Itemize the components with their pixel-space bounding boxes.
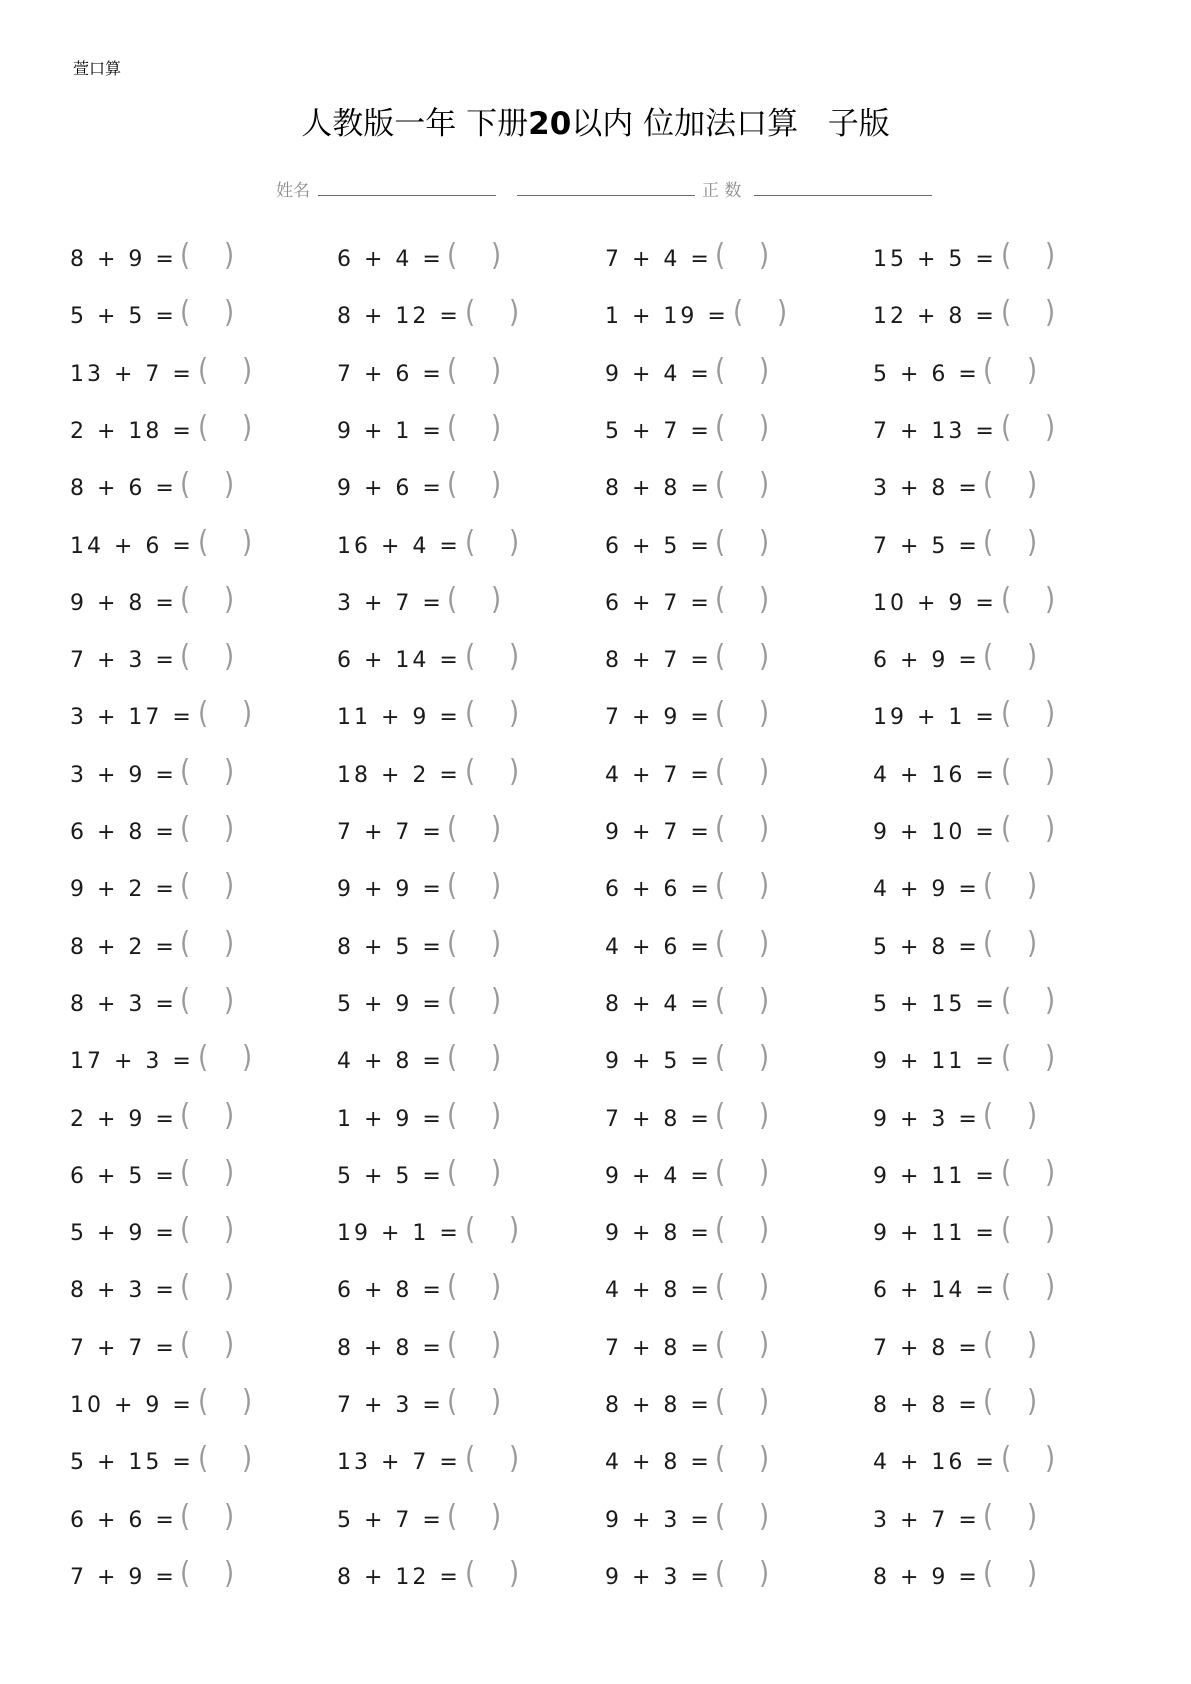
- problem-expression: 6 + 8 =: [70, 820, 177, 845]
- answer-paren-open[interactable]: (: [715, 926, 726, 961]
- answer-paren-open[interactable]: (: [180, 1270, 191, 1305]
- answer-paren-open[interactable]: (: [447, 1270, 458, 1305]
- answer-paren-close[interactable]: ): [224, 238, 235, 274]
- answer-paren-open[interactable]: (: [983, 869, 994, 904]
- problem-expression: 6 + 6 =: [70, 1507, 177, 1533]
- problem-expression: 9 + 11 =: [873, 1221, 997, 1247]
- problem-expression: 6 + 5 =: [605, 533, 712, 559]
- answer-paren-open[interactable]: (: [465, 296, 476, 331]
- problem-expression: 19 + 1 =: [873, 705, 997, 731]
- answer-paren-open[interactable]: (: [198, 1384, 209, 1420]
- answer-paren-close[interactable]: ): [242, 697, 253, 732]
- answer-paren-open[interactable]: (: [1001, 1212, 1012, 1248]
- answer-paren-close[interactable]: ): [1045, 983, 1056, 1019]
- answer-paren-close[interactable]: ): [759, 869, 770, 904]
- problem-expression: 9 + 2 =: [70, 877, 177, 903]
- problem-expression: 4 + 7 =: [605, 762, 712, 788]
- problem-expression: 7 + 3 =: [337, 1393, 444, 1418]
- problem-expression: 18 + 2 =: [337, 762, 461, 788]
- problem-expression: 8 + 2 =: [70, 934, 177, 960]
- answer-paren-open[interactable]: (: [715, 1270, 726, 1305]
- answer-paren-open[interactable]: (: [447, 1155, 458, 1191]
- answer-paren-close[interactable]: ): [759, 639, 770, 675]
- answer-paren-close[interactable]: ): [242, 353, 253, 388]
- answer-paren-open[interactable]: (: [1001, 1270, 1012, 1305]
- problem-expression: 6 + 14 =: [873, 1278, 997, 1304]
- answer-paren-close[interactable]: ): [1027, 1384, 1038, 1420]
- answer-paren-open[interactable]: (: [180, 1155, 191, 1191]
- problem-expression: 9 + 3 =: [605, 1507, 712, 1533]
- problem-expression: 9 + 4 =: [605, 1163, 712, 1189]
- problem-expression: 19 + 1 =: [337, 1221, 461, 1247]
- problem-expression: 6 + 5 =: [70, 1163, 177, 1189]
- problem-expression: 5 + 15 =: [873, 991, 997, 1017]
- problem-expression: 7 + 7 =: [337, 820, 444, 845]
- problem-expression: 14 + 6 =: [70, 533, 194, 559]
- answer-paren-open[interactable]: (: [983, 639, 994, 675]
- answer-paren-close[interactable]: ): [242, 1384, 253, 1420]
- answer-paren-open[interactable]: (: [198, 1442, 209, 1477]
- answer-paren-close[interactable]: ): [242, 1040, 253, 1076]
- answer-paren-open[interactable]: (: [715, 1442, 726, 1477]
- answer-paren-open[interactable]: (: [715, 582, 726, 618]
- answer-paren-open[interactable]: (: [465, 1556, 476, 1592]
- problem-expression: 4 + 8 =: [605, 1450, 712, 1476]
- answer-paren-open[interactable]: (: [715, 1327, 726, 1362]
- problem-expression: 7 + 8 =: [873, 1335, 980, 1361]
- answer-paren-open[interactable]: (: [180, 1212, 191, 1248]
- answer-paren-close[interactable]: ): [759, 1040, 770, 1076]
- answer-paren-close[interactable]: ): [1027, 639, 1038, 675]
- answer-paren-open[interactable]: (: [715, 467, 726, 503]
- answer-paren-close[interactable]: ): [224, 467, 235, 503]
- problem-expression: 9 + 3 =: [873, 1106, 980, 1132]
- answer-paren-close[interactable]: ): [509, 296, 520, 331]
- answer-paren-close[interactable]: ): [1045, 1212, 1056, 1248]
- problem-expression: 5 + 9 =: [70, 1221, 177, 1247]
- answer-paren-open[interactable]: (: [198, 697, 209, 732]
- answer-paren-close[interactable]: ): [509, 525, 520, 560]
- answer-paren-close[interactable]: ): [224, 639, 235, 675]
- problem-expression: 4 + 6 =: [605, 934, 712, 960]
- answer-paren-open[interactable]: (: [447, 983, 458, 1019]
- problem-expression: 7 + 7 =: [70, 1335, 177, 1361]
- problem-expression: 9 + 1 =: [337, 418, 444, 444]
- problem-expression: 3 + 17 =: [70, 705, 194, 731]
- answer-paren-close[interactable]: ): [242, 410, 253, 446]
- answer-paren-open[interactable]: (: [1001, 238, 1012, 274]
- problem-expression: 8 + 9 =: [873, 1564, 980, 1590]
- problem-expression: 7 + 8 =: [605, 1106, 712, 1132]
- answer-paren-open[interactable]: (: [198, 353, 209, 388]
- answer-paren-open[interactable]: (: [983, 1327, 994, 1362]
- answer-paren-open[interactable]: (: [180, 1327, 191, 1362]
- answer-paren-open[interactable]: (: [983, 525, 994, 560]
- problem-expression: 5 + 8 =: [873, 934, 980, 960]
- answer-paren-open[interactable]: (: [715, 1040, 726, 1076]
- answer-paren-close[interactable]: ): [224, 811, 235, 847]
- answer-paren-close[interactable]: ): [491, 926, 502, 961]
- answer-paren-close[interactable]: ): [1045, 697, 1056, 732]
- answer-paren-open[interactable]: (: [983, 1098, 994, 1133]
- answer-paren-open[interactable]: (: [715, 697, 726, 732]
- problem-expression: 2 + 9 =: [70, 1106, 177, 1132]
- answer-paren-close[interactable]: ): [759, 582, 770, 618]
- problem-expression: 9 + 10 =: [873, 820, 997, 845]
- answer-paren-close[interactable]: ): [491, 1384, 502, 1420]
- answer-paren-open[interactable]: (: [1001, 410, 1012, 446]
- problem-expression: 6 + 8 =: [337, 1278, 444, 1304]
- score-underline[interactable]: [754, 195, 932, 196]
- problem-expression: 1 + 19 =: [605, 304, 729, 330]
- answer-paren-close[interactable]: ): [1027, 1098, 1038, 1133]
- answer-paren-open[interactable]: (: [715, 1384, 726, 1420]
- answer-paren-open[interactable]: (: [715, 983, 726, 1019]
- problem-expression: 8 + 9 =: [70, 247, 177, 272]
- answer-paren-close[interactable]: ): [224, 1327, 235, 1362]
- problem-expression: 1 + 9 =: [337, 1106, 444, 1132]
- problem-expression: 7 + 5 =: [873, 533, 980, 559]
- answer-paren-open[interactable]: (: [715, 869, 726, 904]
- answer-paren-close[interactable]: ): [224, 1098, 235, 1133]
- answer-paren-close[interactable]: ): [1027, 353, 1038, 388]
- problem-expression: 9 + 11 =: [873, 1049, 997, 1075]
- problem-expression: 7 + 9 =: [70, 1564, 177, 1590]
- answer-paren-close[interactable]: ): [509, 1556, 520, 1592]
- answer-paren-open[interactable]: (: [1001, 697, 1012, 732]
- answer-paren-close[interactable]: ): [1027, 1327, 1038, 1362]
- problem-expression: 3 + 7 =: [337, 590, 444, 616]
- answer-paren-close[interactable]: ): [491, 983, 502, 1019]
- problem-expression: 8 + 8 =: [605, 1393, 712, 1418]
- answer-paren-close[interactable]: ): [1027, 926, 1038, 961]
- answer-paren-open[interactable]: (: [180, 467, 191, 503]
- answer-paren-open[interactable]: (: [198, 525, 209, 560]
- answer-paren-open[interactable]: (: [983, 926, 994, 961]
- info-row: [0, 176, 1191, 200]
- answer-paren-close[interactable]: ): [509, 639, 520, 675]
- problem-expression: 12 + 8 =: [873, 304, 997, 330]
- problem-expression: 13 + 7 =: [337, 1450, 461, 1476]
- answer-paren-open[interactable]: (: [715, 1499, 726, 1534]
- answer-paren-close[interactable]: ): [491, 1499, 502, 1534]
- title-part-1: 人教版一年 下册: [301, 106, 529, 142]
- answer-paren-close[interactable]: ): [759, 926, 770, 961]
- answer-paren-close[interactable]: ): [1027, 1499, 1038, 1534]
- answer-paren-open[interactable]: (: [180, 1556, 191, 1592]
- answer-paren-close[interactable]: ): [1045, 582, 1056, 618]
- answer-paren-close[interactable]: ): [509, 697, 520, 732]
- answer-paren-open[interactable]: (: [180, 926, 191, 961]
- answer-paren-close[interactable]: ): [1045, 754, 1056, 789]
- problem-expression: 4 + 8 =: [337, 1049, 444, 1075]
- answer-paren-open[interactable]: (: [983, 353, 994, 388]
- answer-paren-close[interactable]: ): [1027, 1556, 1038, 1592]
- answer-paren-open[interactable]: (: [447, 467, 458, 503]
- answer-paren-close[interactable]: ): [759, 467, 770, 503]
- problem-expression: 16 + 4 =: [337, 533, 461, 559]
- title-number: 20: [528, 106, 572, 142]
- problem-expression: 7 + 6 =: [337, 361, 444, 387]
- answer-paren-close[interactable]: ): [491, 1327, 502, 1362]
- answer-paren-open[interactable]: (: [715, 1556, 726, 1592]
- answer-paren-close[interactable]: ): [224, 926, 235, 961]
- problem-expression: 13 + 7 =: [70, 361, 194, 387]
- answer-paren-close[interactable]: ): [491, 1040, 502, 1076]
- answer-paren-open[interactable]: (: [1001, 582, 1012, 618]
- answer-paren-close[interactable]: ): [1027, 869, 1038, 904]
- answer-paren-open[interactable]: (: [715, 1212, 726, 1248]
- answer-paren-close[interactable]: ): [509, 1442, 520, 1477]
- problem-expression: 8 + 5 =: [337, 934, 444, 960]
- problem-expression: 9 + 7 =: [605, 820, 712, 845]
- answer-paren-open[interactable]: (: [1001, 754, 1012, 789]
- answer-paren-close[interactable]: ): [759, 1212, 770, 1248]
- score-label: 正 数: [702, 181, 742, 201]
- answer-paren-close[interactable]: ): [491, 582, 502, 618]
- answer-paren-open[interactable]: (: [983, 467, 994, 503]
- answer-paren-close[interactable]: ): [491, 353, 502, 388]
- problem-expression: 8 + 8 =: [605, 476, 712, 502]
- answer-paren-close[interactable]: ): [1045, 811, 1056, 847]
- problem-expression: 5 + 7 =: [605, 418, 712, 444]
- answer-paren-close[interactable]: ): [224, 754, 235, 789]
- answer-paren-close[interactable]: ): [1045, 1040, 1056, 1076]
- answer-paren-open[interactable]: (: [465, 525, 476, 560]
- problem-expression: 6 + 14 =: [337, 648, 461, 674]
- problem-expression: 5 + 7 =: [337, 1507, 444, 1533]
- answer-paren-open[interactable]: (: [715, 1155, 726, 1191]
- answer-paren-close[interactable]: ): [759, 353, 770, 388]
- answer-paren-open[interactable]: (: [715, 811, 726, 847]
- answer-paren-open[interactable]: (: [1001, 1442, 1012, 1477]
- problem-expression: 8 + 3 =: [70, 1278, 177, 1304]
- answer-paren-open[interactable]: (: [1001, 811, 1012, 847]
- answer-paren-close[interactable]: ): [242, 525, 253, 560]
- answer-paren-open[interactable]: (: [447, 1384, 458, 1420]
- problem-expression: 7 + 3 =: [70, 648, 177, 674]
- problem-expression: 7 + 4 =: [605, 247, 712, 272]
- answer-paren-open[interactable]: (: [715, 754, 726, 789]
- problem-expression: 9 + 5 =: [605, 1049, 712, 1075]
- answer-paren-close[interactable]: ): [491, 1155, 502, 1191]
- answer-paren-close[interactable]: ): [509, 1212, 520, 1248]
- problem-expression: 10 + 9 =: [70, 1393, 194, 1418]
- answer-paren-open[interactable]: (: [465, 639, 476, 675]
- answer-paren-open[interactable]: (: [180, 811, 191, 847]
- answer-paren-close[interactable]: ): [1045, 1270, 1056, 1305]
- answer-paren-close[interactable]: ): [759, 1556, 770, 1592]
- answer-paren-open[interactable]: (: [180, 296, 191, 331]
- answer-paren-close[interactable]: ): [224, 1212, 235, 1248]
- name-underline[interactable]: [318, 195, 496, 196]
- problem-expression: 6 + 4 =: [337, 247, 444, 272]
- answer-paren-open[interactable]: (: [1001, 1040, 1012, 1076]
- answer-paren-close[interactable]: ): [224, 983, 235, 1019]
- problem-expression: 8 + 6 =: [70, 476, 177, 502]
- problem-expression: 6 + 7 =: [605, 590, 712, 616]
- answer-paren-open[interactable]: (: [447, 1098, 458, 1133]
- problem-expression: 4 + 16 =: [873, 1450, 997, 1476]
- problem-expression: 9 + 11 =: [873, 1163, 997, 1189]
- answer-paren-open[interactable]: (: [447, 353, 458, 388]
- answer-paren-open[interactable]: (: [180, 1499, 191, 1534]
- answer-paren-close[interactable]: ): [491, 467, 502, 503]
- problem-expression: 3 + 9 =: [70, 762, 177, 788]
- answer-paren-open[interactable]: (: [715, 238, 726, 274]
- answer-paren-close[interactable]: ): [759, 1270, 770, 1305]
- answer-paren-open[interactable]: (: [198, 1040, 209, 1076]
- corner-label: 萱口算: [73, 59, 122, 78]
- answer-paren-close[interactable]: ): [759, 983, 770, 1019]
- answer-paren-close[interactable]: ): [759, 697, 770, 732]
- answer-paren-open[interactable]: (: [715, 525, 726, 560]
- problem-expression: 3 + 8 =: [873, 476, 980, 502]
- answer-paren-open[interactable]: (: [465, 1212, 476, 1248]
- answer-paren-close[interactable]: ): [759, 238, 770, 274]
- answer-paren-close[interactable]: ): [759, 410, 770, 446]
- problem-expression: 9 + 8 =: [605, 1221, 712, 1247]
- answer-paren-open[interactable]: (: [180, 238, 191, 274]
- answer-paren-close[interactable]: ): [224, 1556, 235, 1592]
- problem-expression: 11 + 9 =: [337, 705, 461, 731]
- problem-expression: 8 + 12 =: [337, 1564, 461, 1590]
- problem-expression: 9 + 6 =: [337, 476, 444, 502]
- answer-paren-open[interactable]: (: [447, 1040, 458, 1076]
- problem-expression: 7 + 8 =: [605, 1335, 712, 1361]
- blank-underline[interactable]: [517, 195, 695, 196]
- answer-paren-open[interactable]: (: [715, 410, 726, 446]
- problem-expression: 8 + 4 =: [605, 991, 712, 1017]
- problem-expression: 8 + 12 =: [337, 304, 461, 330]
- answer-paren-close[interactable]: ): [491, 410, 502, 446]
- answer-paren-open[interactable]: (: [1001, 1155, 1012, 1191]
- problem-expression: 9 + 4 =: [605, 361, 712, 387]
- answer-paren-close[interactable]: ): [491, 869, 502, 904]
- answer-paren-open[interactable]: (: [1001, 983, 1012, 1019]
- answer-paren-close[interactable]: ): [224, 296, 235, 331]
- answer-paren-open[interactable]: (: [447, 926, 458, 961]
- answer-paren-open[interactable]: (: [465, 1442, 476, 1477]
- answer-paren-close[interactable]: ): [759, 1155, 770, 1191]
- answer-paren-open[interactable]: (: [180, 754, 191, 789]
- problem-expression: 3 + 7 =: [873, 1507, 980, 1533]
- answer-paren-open[interactable]: (: [983, 1384, 994, 1420]
- answer-paren-close[interactable]: ): [777, 296, 788, 331]
- problem-expression: 5 + 5 =: [337, 1163, 444, 1189]
- problem-expression: 7 + 13 =: [873, 418, 997, 444]
- problem-expression: 8 + 8 =: [873, 1393, 980, 1418]
- answer-paren-open[interactable]: (: [465, 754, 476, 789]
- answer-paren-close[interactable]: ): [759, 1384, 770, 1420]
- title-part-2: 以内 位加法口算 子版: [571, 106, 890, 142]
- answer-paren-open[interactable]: (: [733, 296, 744, 331]
- page-title: [0, 98, 1191, 143]
- answer-paren-open[interactable]: (: [447, 582, 458, 618]
- answer-paren-close[interactable]: ): [224, 582, 235, 618]
- answer-paren-close[interactable]: ): [759, 1327, 770, 1362]
- answer-paren-open[interactable]: (: [983, 1499, 994, 1534]
- answer-paren-open[interactable]: (: [1001, 296, 1012, 331]
- answer-paren-open[interactable]: (: [198, 410, 209, 446]
- answer-paren-close[interactable]: ): [491, 1270, 502, 1305]
- answer-paren-close[interactable]: ): [759, 525, 770, 560]
- answer-paren-close[interactable]: ): [1027, 525, 1038, 560]
- problem-expression: 9 + 9 =: [337, 877, 444, 903]
- problem-expression: 15 + 5 =: [873, 247, 997, 272]
- answer-paren-close[interactable]: ): [509, 754, 520, 789]
- answer-paren-close[interactable]: ): [759, 754, 770, 789]
- answer-paren-close[interactable]: ): [1027, 467, 1038, 503]
- problem-expression: 10 + 9 =: [873, 590, 997, 616]
- answer-paren-close[interactable]: ): [242, 1442, 253, 1477]
- answer-paren-close[interactable]: ): [1045, 238, 1056, 274]
- problem-expression: 8 + 7 =: [605, 648, 712, 674]
- answer-paren-open[interactable]: (: [180, 983, 191, 1019]
- problem-expression: 5 + 9 =: [337, 991, 444, 1017]
- problem-expression: 4 + 16 =: [873, 762, 997, 788]
- answer-paren-close[interactable]: ): [759, 1499, 770, 1534]
- problem-expression: 8 + 3 =: [70, 991, 177, 1017]
- problem-expression: 17 + 3 =: [70, 1049, 194, 1075]
- problem-expression: 5 + 6 =: [873, 361, 980, 387]
- problem-expression: 4 + 9 =: [873, 877, 980, 903]
- answer-paren-close[interactable]: ): [759, 1442, 770, 1477]
- answer-paren-open[interactable]: (: [983, 1556, 994, 1592]
- problem-expression: 8 + 8 =: [337, 1335, 444, 1361]
- answer-paren-open[interactable]: (: [715, 639, 726, 675]
- name-label: 姓名: [276, 181, 310, 201]
- answer-paren-close[interactable]: ): [224, 1499, 235, 1534]
- answer-paren-open[interactable]: (: [447, 869, 458, 904]
- answer-paren-close[interactable]: ): [759, 811, 770, 847]
- answer-paren-open[interactable]: (: [715, 1098, 726, 1133]
- answer-paren-open[interactable]: (: [465, 697, 476, 732]
- problem-expression: 9 + 8 =: [70, 590, 177, 616]
- answer-paren-close[interactable]: ): [224, 869, 235, 904]
- answer-paren-open[interactable]: (: [447, 238, 458, 274]
- problem-expression: 7 + 9 =: [605, 705, 712, 731]
- answer-paren-close[interactable]: ): [759, 1098, 770, 1133]
- answer-paren-close[interactable]: ): [224, 1270, 235, 1305]
- answer-paren-open[interactable]: (: [180, 1098, 191, 1133]
- problem-expression: 2 + 18 =: [70, 418, 194, 444]
- answer-paren-close[interactable]: ): [1045, 296, 1056, 331]
- answer-paren-close[interactable]: ): [491, 811, 502, 847]
- answer-paren-close[interactable]: ): [224, 1155, 235, 1191]
- answer-paren-open[interactable]: (: [447, 1499, 458, 1534]
- answer-paren-open[interactable]: (: [447, 410, 458, 446]
- problem-expression: 5 + 15 =: [70, 1450, 194, 1476]
- answer-paren-close[interactable]: ): [1045, 1155, 1056, 1191]
- problem-expression: 6 + 6 =: [605, 877, 712, 903]
- problem-expression: 5 + 5 =: [70, 304, 177, 330]
- answer-paren-open[interactable]: (: [180, 582, 191, 618]
- problem-expression: 6 + 9 =: [873, 648, 980, 674]
- answer-paren-close[interactable]: ): [1045, 410, 1056, 446]
- answer-paren-open[interactable]: (: [447, 1327, 458, 1362]
- answer-paren-close[interactable]: ): [491, 238, 502, 274]
- answer-paren-open[interactable]: (: [715, 353, 726, 388]
- answer-paren-close[interactable]: ): [1045, 1442, 1056, 1477]
- answer-paren-close[interactable]: ): [491, 1098, 502, 1133]
- answer-paren-open[interactable]: (: [180, 639, 191, 675]
- answer-paren-open[interactable]: (: [447, 811, 458, 847]
- problem-expression: 9 + 3 =: [605, 1564, 712, 1590]
- answer-paren-open[interactable]: (: [180, 869, 191, 904]
- problem-expression: 4 + 8 =: [605, 1278, 712, 1304]
